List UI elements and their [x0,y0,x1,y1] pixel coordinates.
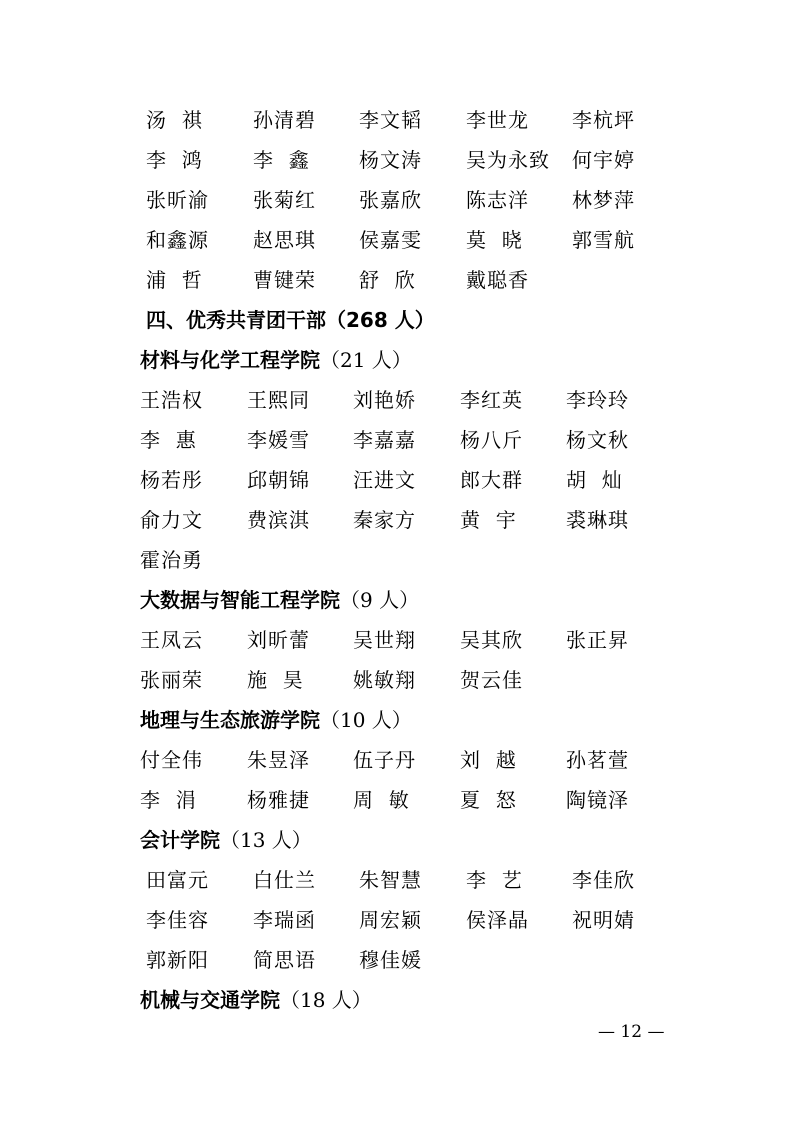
name-cell: 白仕兰 [253,868,316,892]
name-row [0,660,794,700]
college-count: （18 人） [280,988,372,1012]
college-name: 地理与生态旅游学院 [140,708,320,732]
name-cell: 张丽荣 [140,668,203,692]
name-cell: 李 鸿 [146,148,203,172]
page-number: — 12 — [598,1022,665,1042]
name-cell: 王浩权 [140,388,203,412]
name-row [6,180,794,220]
name-cell: 郭新阳 [146,948,209,972]
name-row [0,740,794,780]
name-cell: 陶镜泽 [566,788,629,812]
name-cell: 朱智慧 [359,868,422,892]
name-cell: 杨八斤 [460,428,523,452]
name-row [0,620,794,660]
name-cell: 李瑞函 [253,908,316,932]
name-cell: 和鑫源 [146,228,209,252]
name-cell: 黄 宇 [460,508,517,532]
college-heading [140,580,419,620]
section-heading [146,300,435,340]
name-cell: 刘 越 [460,748,517,772]
name-row [6,140,794,180]
name-cell: 孙茗萱 [566,748,629,772]
name-cell: 邱朝锦 [247,468,310,492]
name-row [0,420,794,460]
name-cell: 李 鑫 [253,148,310,172]
name-cell: 张昕渝 [146,188,209,212]
name-cell: 李红英 [460,388,523,412]
name-cell: 李杭坪 [572,108,635,132]
name-cell: 俞力文 [140,508,203,532]
name-cell: 杨文秋 [566,428,629,452]
college-heading [140,820,312,860]
name-cell: 李嘉嘉 [353,428,416,452]
name-cell: 刘艳娇 [353,388,416,412]
name-cell: 祝明婧 [572,908,635,932]
college-heading [140,700,412,740]
college-name: 材料与化学工程学院 [140,348,320,372]
name-row [6,860,794,900]
college-count: （9 人） [340,588,420,612]
name-cell: 吴为永致 [466,148,550,172]
name-cell: 李玲玲 [566,388,629,412]
name-cell: 朱昱泽 [247,748,310,772]
name-cell: 赵思琪 [253,228,316,252]
name-cell: 林梦萍 [572,188,635,212]
college-heading [140,980,372,1020]
name-cell: 杨若彤 [140,468,203,492]
name-cell: 侯泽晶 [466,908,529,932]
name-cell: 何宇婷 [572,148,635,172]
name-cell: 费滨淇 [247,508,310,532]
name-cell: 莫 晓 [466,228,523,252]
name-cell: 张菊红 [253,188,316,212]
college-count: （21 人） [320,348,412,372]
section-title: 四、优秀共青团干部 [146,308,326,332]
name-cell: 李 艺 [466,868,523,892]
section-count: （268 人） [326,308,435,332]
name-cell: 李媛雪 [247,428,310,452]
name-cell: 贺云佳 [460,668,523,692]
name-cell: 吴世翔 [353,628,416,652]
name-cell: 李 涓 [140,788,197,812]
name-row [0,460,794,500]
name-cell: 李文韬 [359,108,422,132]
college-count: （13 人） [220,828,312,852]
name-row [0,780,794,820]
name-row [6,260,794,300]
name-row [6,220,794,260]
name-cell: 侯嘉雯 [359,228,422,252]
college-count: （10 人） [320,708,412,732]
name-cell: 姚敏翔 [353,668,416,692]
name-row [6,900,794,940]
name-cell: 杨雅捷 [247,788,310,812]
college-heading [140,340,412,380]
name-cell: 简思语 [253,948,316,972]
name-cell: 李佳容 [146,908,209,932]
name-cell: 汪进文 [353,468,416,492]
name-cell: 张正昇 [566,628,629,652]
name-cell: 浦 哲 [146,268,203,292]
name-cell: 王凤云 [140,628,203,652]
name-cell: 付全伟 [140,748,203,772]
name-row [6,940,794,980]
name-cell: 胡 灿 [566,468,623,492]
name-cell: 陈志洋 [466,188,529,212]
name-cell: 李佳欣 [572,868,635,892]
name-cell: 张嘉欣 [359,188,422,212]
name-cell: 伍子丹 [353,748,416,772]
name-cell: 周 敏 [353,788,410,812]
name-cell: 孙清碧 [253,108,316,132]
name-cell: 吴其欣 [460,628,523,652]
name-cell: 刘昕蕾 [247,628,310,652]
name-cell: 李 惠 [140,428,197,452]
college-name: 大数据与智能工程学院 [140,588,340,612]
college-name: 会计学院 [140,828,220,852]
name-cell: 施 昊 [247,668,304,692]
college-name: 机械与交通学院 [140,988,280,1012]
name-row [0,380,794,420]
name-cell: 裘琳琪 [566,508,629,532]
name-row [6,100,794,140]
name-cell: 舒 欣 [359,268,416,292]
name-cell: 田富元 [146,868,209,892]
name-cell: 戴聪香 [466,268,529,292]
name-cell: 王熙同 [247,388,310,412]
name-cell: 秦家方 [353,508,416,532]
name-cell: 曹键荣 [253,268,316,292]
name-row [0,540,794,580]
name-cell: 霍治勇 [140,548,203,572]
name-cell: 李世龙 [466,108,529,132]
name-cell: 杨文涛 [359,148,422,172]
name-cell: 夏 怒 [460,788,517,812]
name-cell: 汤 祺 [146,108,203,132]
name-cell: 郎大群 [460,468,523,492]
name-cell: 穆佳媛 [359,948,422,972]
name-row [0,500,794,540]
name-cell: 周宏颖 [359,908,422,932]
name-cell: 郭雪航 [572,228,635,252]
